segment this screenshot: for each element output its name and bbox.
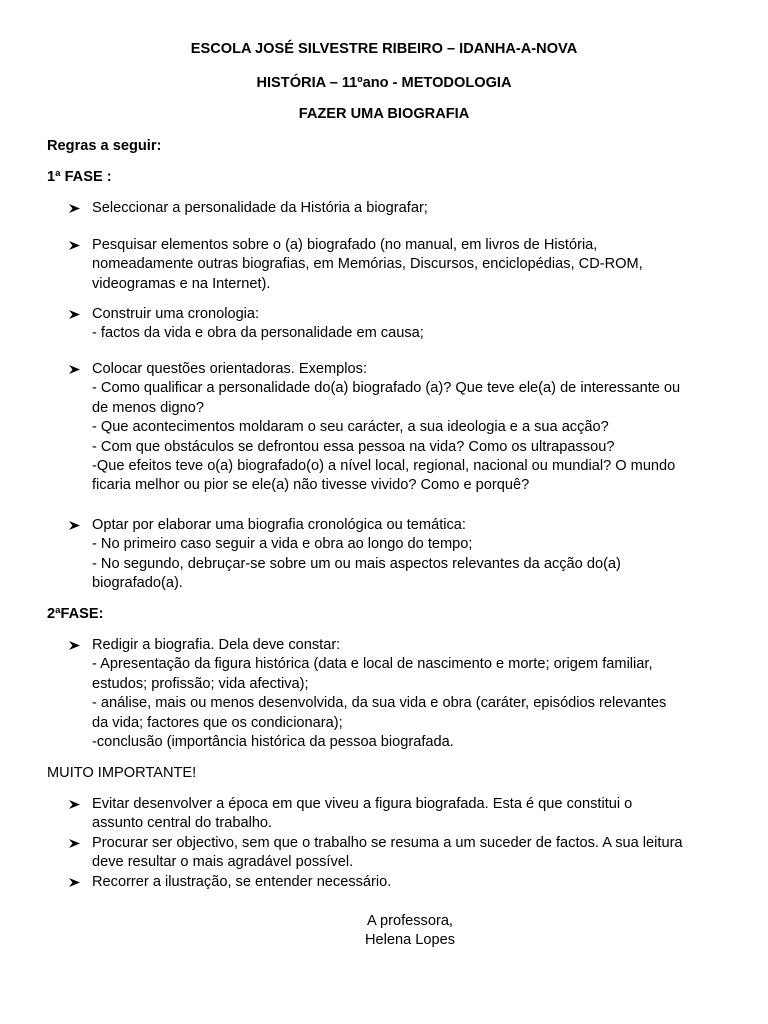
- item-line: da vida; factores que os condicionara);: [92, 714, 343, 731]
- item-line: -Que efeitos teve o(a) biografado(o) a nível local, regional, nacional ou mundial? O mundo: [92, 458, 676, 475]
- item-line: ficaria melhor ou pior se ele(a) não tivesse vivido? Como e porquê?: [92, 477, 530, 494]
- item-line: - análise, mais ou menos desenvolvida, da sua vida e obra (caráter, episódios relevantes: [92, 695, 667, 712]
- item-line: Redigir a biografia. Dela deve constar:: [92, 637, 341, 653]
- important-item: [68, 834, 738, 873]
- phase1-item: [68, 516, 738, 594]
- arrow-bullet-icon: [68, 636, 82, 655]
- document-title: FAZER UMA BIOGRAFIA: [298, 106, 470, 122]
- item-line: - No primeiro caso seguir a vida e obra ao longo do tempo;: [92, 536, 473, 553]
- item-line: - Como qualificar a personalidade do(a) biografado (a)? Que teve ele(a) de interessante ou: [92, 380, 681, 397]
- item-line: -conclusão (importância histórica da pessoa biografada.: [92, 734, 454, 751]
- arrow-bullet-icon: [68, 516, 82, 535]
- item-line: biografado(a).: [92, 575, 183, 592]
- phase1-item: [68, 199, 738, 218]
- phase2-item: [68, 636, 738, 752]
- item-line: deve resultar o mais agradável possível.: [92, 854, 354, 871]
- item-line: Colocar questões orientadoras. Exemplos:: [92, 361, 367, 377]
- item-line: Procurar ser objectivo, sem que o trabalho se resuma a um suceder de factos. A sua leitura: [92, 835, 683, 851]
- phase1-item: [68, 305, 738, 344]
- item-line: nomeadamente outras biografias, em Memórias, Discursos, enciclopédias, CD-ROM,: [92, 256, 643, 273]
- important-item: [68, 795, 738, 834]
- phase1-item: [68, 360, 738, 496]
- item-line: de menos digno?: [92, 399, 204, 416]
- item-line: estudos; profissão; vida afectiva);: [92, 675, 309, 692]
- arrow-bullet-icon: [68, 360, 82, 379]
- item-line: Evitar desenvolver a época em que viveu a figura biografada. Esta é que constitui o: [92, 796, 633, 812]
- phase1-label: 1ª FASE :: [47, 169, 112, 185]
- phase1-item: [68, 236, 738, 294]
- item-line: Recorrer a ilustração, se entender necessário.: [92, 874, 392, 890]
- item-line: - factos da vida e obra da personalidade em causa;: [92, 325, 424, 342]
- phase2-label: 2ªFASE:: [47, 606, 104, 622]
- arrow-bullet-icon: [68, 199, 82, 218]
- arrow-bullet-icon: [68, 834, 82, 853]
- item-line: assunto central do trabalho.: [92, 815, 273, 832]
- item-line: videogramas e na Internet).: [92, 275, 271, 292]
- school-header: ESCOLA JOSÉ SILVESTRE RIBEIRO – IDANHA-A-NOVA: [190, 41, 578, 57]
- arrow-bullet-icon: [68, 236, 82, 255]
- important-label: MUITO IMPORTANTE!: [47, 765, 197, 781]
- item-line: - Que acontecimentos moldaram o seu carácter, a sua ideologia e a sua acção?: [92, 419, 609, 436]
- item-line: - Com que obstáculos se defrontou essa pessoa na vida? Como os ultrapassou?: [92, 438, 615, 455]
- arrow-bullet-icon: [68, 305, 82, 324]
- item-line: Pesquisar elementos sobre o (a) biografado (no manual, em livros de História,: [92, 237, 598, 253]
- item-line: Optar por elaborar uma biografia cronológica ou temática:: [92, 517, 466, 533]
- signature-role: A professora,: [367, 913, 453, 929]
- item-line: Seleccionar a personalidade da História a biografar;: [92, 200, 428, 216]
- item-line: - Apresentação da figura histórica (data e local de nascimento e morte; origem familiar,: [92, 656, 653, 673]
- arrow-bullet-icon: [68, 873, 82, 892]
- item-line: Construir uma cronologia:: [92, 306, 260, 322]
- signature-name: Helena Lopes: [364, 932, 456, 948]
- rules-label: Regras a seguir:: [47, 138, 162, 154]
- item-line: - No segundo, debruçar-se sobre um ou mais aspectos relevantes da acção do(a): [92, 555, 621, 572]
- subject-header: HISTÓRIA – 11ºano - METODOLOGIA: [256, 75, 512, 91]
- important-item: [68, 873, 738, 892]
- arrow-bullet-icon: [68, 795, 82, 814]
